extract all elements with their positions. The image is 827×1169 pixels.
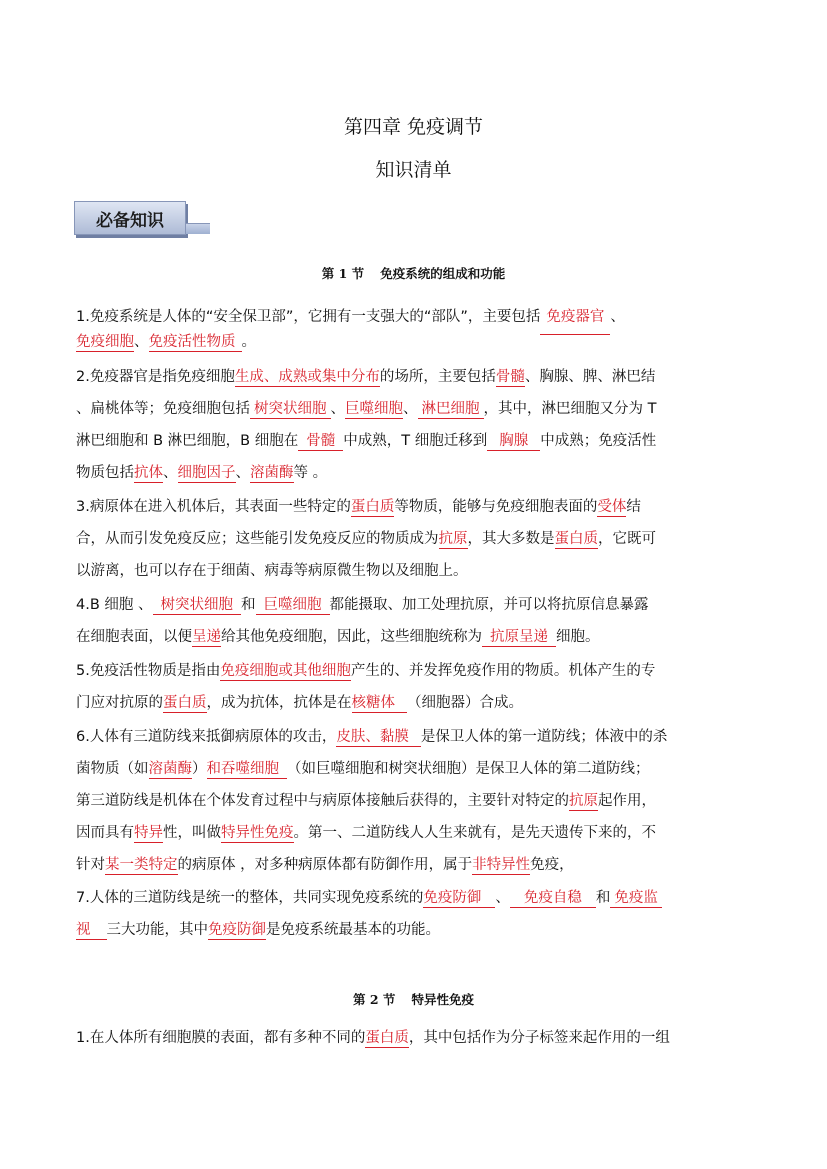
text-line [76, 367, 756, 387]
section-heading-2 [0, 990, 827, 1008]
text-segment: ，其中包括作为分子标签来起作用的一组 [408, 1030, 670, 1046]
answer-fill: 蛋白质 [554, 531, 598, 547]
answer-fill: 免疫防御 [423, 889, 495, 908]
text-segment: 。第一、二道防线人人生来就有，是先天遗传下来的，不 [293, 825, 656, 841]
answer-fill: 淋巴细胞 [418, 400, 484, 419]
text-segment: ，其大多数是 [467, 531, 555, 547]
text-segment: 的病原体 ，对多种病原体都有防御作用，属于 [177, 857, 473, 873]
answer-fill: 和吞噬细胞 [207, 760, 288, 779]
answer-fill: 核糖体 [352, 694, 408, 713]
text-line [76, 561, 756, 581]
answer-fill: 特异 [134, 825, 163, 841]
text-line [76, 300, 756, 335]
answer-fill: 特异性免疫 [221, 825, 294, 841]
text-segment: 淋巴细胞和 B 淋巴细胞，B 细胞在 [76, 433, 299, 449]
answer-fill: 溶菌酶 [148, 761, 192, 777]
text-segment: 。 [241, 334, 256, 350]
text-segment: 、 [495, 890, 510, 906]
text-line [76, 920, 756, 940]
text-segment: 和 [595, 890, 611, 906]
text-line [76, 727, 756, 747]
text-segment: 5.免疫活性物质是指由 [76, 663, 221, 679]
text-segment: ，它既可 [598, 531, 656, 547]
answer-fill: 树突状细胞 [250, 400, 331, 419]
text-segment: 在细胞表面，以便 [76, 629, 192, 645]
text-line [76, 399, 756, 419]
badge-strip [186, 223, 210, 234]
answer-fill: 皮肤、黏膜 [336, 728, 421, 747]
text-segment: 都能摄取、加工处理抗原，并可以将抗原信息暴露 [329, 597, 649, 613]
text-segment: ） [192, 761, 207, 777]
answer-fill: 树突状细胞 [153, 596, 242, 615]
answer-fill: 抗体 [134, 465, 163, 481]
text-line [76, 627, 756, 647]
text-line [76, 1028, 756, 1048]
answer-fill: 抗原呈递 [482, 628, 556, 647]
text-line [76, 759, 756, 779]
text-line [76, 463, 756, 483]
answer-fill: 免疫器官 [540, 300, 610, 335]
answer-fill: 受体 [597, 499, 627, 515]
text-segment: 、 [134, 334, 149, 350]
text-segment: 、 [235, 465, 250, 481]
text-segment: 给其他免疫细胞，因此，这些细胞统称为 [221, 629, 482, 645]
answer-fill: 免疫细胞或其他细胞 [220, 663, 351, 679]
text-segment: 4.B 细胞 、 [76, 597, 153, 613]
text-line [76, 431, 756, 451]
chapter-title: 第四章 免疫调节 [343, 116, 484, 138]
answer-fill: 生成、成熟或集中分布 [234, 369, 380, 385]
answer-fill: 蛋白质 [163, 695, 207, 711]
section-title: 免疫系统的组成和功能 [380, 266, 506, 281]
text-segment: 结 [626, 499, 641, 515]
answer-fill: 骨髓 [495, 369, 525, 385]
section-title: 特异性免疫 [411, 992, 474, 1007]
answer-fill: 视 [76, 921, 107, 940]
section-number: 第 2 节 [353, 992, 396, 1007]
answer-fill: 免疫活性物质 [149, 333, 242, 352]
text-segment: 中成熟，T 细胞迁移到 [343, 433, 488, 449]
text-segment: 细胞。 [556, 629, 600, 645]
text-segment: 性，叫做 [163, 825, 221, 841]
text-line [76, 888, 756, 908]
page-subtitle: 知识清单 [375, 159, 452, 181]
answer-fill: 免疫防御 [208, 922, 266, 938]
text-segment: 产生的、并发挥免疫作用的物质。机体产生的专 [350, 663, 656, 679]
answer-fill: 巨噬细胞 [256, 596, 330, 615]
text-segment: 的场所，主要包括 [379, 369, 496, 385]
text-segment: 3.病原体在进入机体后，其表面一些特定的 [76, 499, 351, 515]
text-segment: 因而具有 [76, 825, 134, 841]
text-line [76, 791, 756, 811]
text-segment: 、 [403, 401, 418, 417]
section-number: 第 1 节 [321, 266, 365, 281]
text-segment: 1.免疫系统是人体的“安全保卫部”，它拥有一支强大的“部队”，主要包括 [76, 309, 541, 325]
text-segment: 是保卫人体的第一道防线；体液中的杀 [420, 729, 668, 745]
text-segment: 等 。 [293, 465, 328, 481]
answer-fill: 免疫细胞 [76, 334, 134, 350]
text-segment: 针对 [76, 857, 105, 873]
text-segment: 菌物质（如 [76, 761, 149, 777]
text-segment: ，其中，淋巴细胞又分为 T [483, 401, 657, 417]
text-line [76, 529, 756, 549]
answer-fill: 蛋白质 [350, 499, 395, 515]
text-segment: 和 [241, 597, 256, 613]
text-segment: 、扁桃体等；免疫细胞包括 [76, 401, 250, 417]
text-segment: 物质包括 [76, 465, 134, 481]
text-segment: 起作用， [598, 793, 656, 809]
text-segment: 第三道防线是机体在个体发育过程中与病原体接触后获得的，主要针对特定的 [76, 793, 569, 809]
text-segment: 合，从而引发免疫反应；这些能引发免疫反应的物质成为 [76, 531, 439, 547]
answer-fill: 呈递 [192, 629, 221, 645]
text-segment: 门应对抗原的 [76, 695, 163, 711]
answer-fill: 抗原 [569, 793, 598, 809]
text-segment: 、 [163, 465, 178, 481]
text-segment: 是免疫系统最基本的功能。 [266, 922, 440, 938]
text-segment: （如巨噬细胞和树突状细胞）是保卫人体的第二道防线； [287, 761, 650, 777]
text-line [76, 823, 756, 843]
answer-fill: 骨髓 [298, 432, 343, 451]
text-line [76, 693, 756, 713]
text-line [76, 497, 756, 517]
answer-fill: 非特异性 [472, 857, 531, 873]
text-segment: 三大功能，其中 [106, 922, 208, 938]
answer-fill: 免疫监 [610, 889, 662, 908]
answer-fill: 细胞因子 [177, 465, 236, 481]
text-segment: ，成为抗体，抗体是在 [206, 695, 352, 711]
text-segment: 等物质，能够与免疫细胞表面的 [394, 499, 598, 515]
text-segment: 、 [330, 401, 345, 417]
answer-fill: 巨噬细胞 [345, 401, 403, 417]
text-segment: 7.人体的三道防线是统一的整体，共同实现免疫系统的 [76, 890, 424, 906]
badge-label: 必备知识 [74, 201, 186, 235]
answer-fill: 抗原 [438, 531, 468, 547]
text-segment: （细胞器）合成。 [407, 695, 523, 711]
text-segment: 、胸腺、脾、淋巴结 [524, 369, 656, 385]
answer-fill: 蛋白质 [365, 1030, 409, 1046]
text-segment: 中成熟；免疫活性 [540, 433, 657, 449]
text-segment: 1.在人体所有细胞膜的表面，都有多种不同的 [76, 1030, 366, 1046]
text-segment: 、 [610, 309, 625, 325]
text-line [76, 661, 756, 681]
answer-fill: 胸腺 [487, 432, 540, 451]
answer-fill: 某一类特定 [105, 857, 178, 873]
section-badge [74, 199, 210, 239]
text-segment: 以游离，也可以存在于细菌、病毒等病原微生物以及细胞上。 [76, 563, 468, 579]
answer-fill: 溶菌酶 [250, 465, 294, 481]
text-line [76, 595, 756, 615]
section-heading-1 [0, 264, 827, 282]
answer-fill: 免疫自稳 [510, 889, 596, 908]
text-line [76, 332, 756, 352]
text-segment: 2.免疫器官是指免疫细胞 [76, 369, 235, 385]
text-segment: 6.人体有三道防线来抵御病原体的攻击， [76, 729, 337, 745]
text-segment: 免疫， [530, 857, 574, 873]
text-line [76, 855, 756, 875]
